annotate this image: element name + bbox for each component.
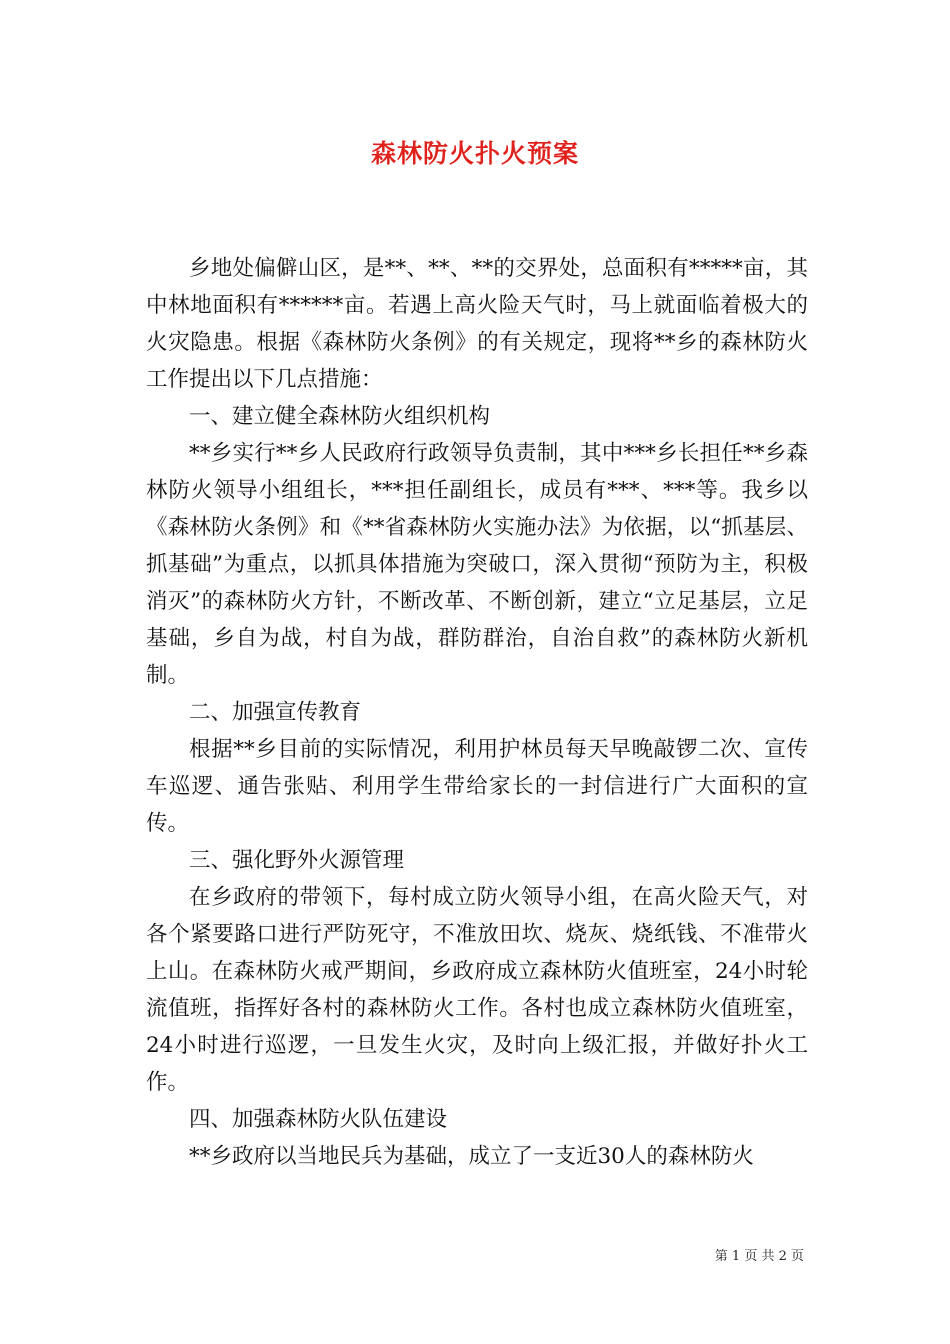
page-number-footer: 第 1 页 共 2 页 — [714, 1249, 804, 1264]
document-body — [146, 250, 808, 1175]
section-heading-1: 一、建立健全森林防火组织机构 — [189, 404, 491, 429]
intro-paragraph: 乡地处偏僻山区，是**、**、**的交界处，总面积有*****亩，其中林地面积有******亩。若遇上高火险天气时，马上就面临着极大的火灾隐患。根据《森林防火条例》的有关规定，现将**乡的森林防火工作提出以下几点措施： — [146, 256, 808, 392]
section-4-paragraph: **乡政府以当地民兵为基础，成立了一支近30人的森林防火 — [189, 1144, 754, 1169]
document-title: 森林防火扑火预案 — [370, 139, 579, 168]
section-3-paragraph: 在乡政府的带领下，每村成立防火领导小组，在高火险天气，对各个紧要路口进行严防死守，不准放田坎、烧灰、烧纸钱、不准带火上山。在森林防火戒严期间，乡政府成立森林防火值班室，24小时轮流值班，指挥好各村的森林防火工作。各村也成立森林防火值班室，24小时进行巡逻，一旦发生火灾，及时向上级汇报，并做好扑火工作。 — [146, 885, 808, 1095]
section-heading-2: 二、加强宣传教育 — [189, 700, 362, 725]
section-heading-3: 三、强化野外火源管理 — [189, 848, 405, 873]
section-heading-4: 四、加强森林防火队伍建设 — [189, 1107, 448, 1132]
section-2-paragraph: 根据**乡目前的实际情况，利用护林员每天早晚敲锣二次、宣传车巡逻、通告张贴、利用学生带给家长的一封信进行广大面积的宣传。 — [146, 737, 808, 836]
section-1-paragraph: **乡实行**乡人民政府行政领导负责制，其中***乡长担任**乡森林防火领导小组组长，***担任副组长，成员有***、***等。我乡以《森林防火条例》和《**省森林防火实施办法》为依据，以“抓基层、抓基础”为重点，以抓具体措施为突破口，深入贯彻“预防为主，积极消灭”的森林防火方针，不断改革、不断创新，建立“立足基层，立足基础，乡自为战，村自为战，群防群治，自治自救”的森林防火新机制。 — [146, 441, 808, 688]
